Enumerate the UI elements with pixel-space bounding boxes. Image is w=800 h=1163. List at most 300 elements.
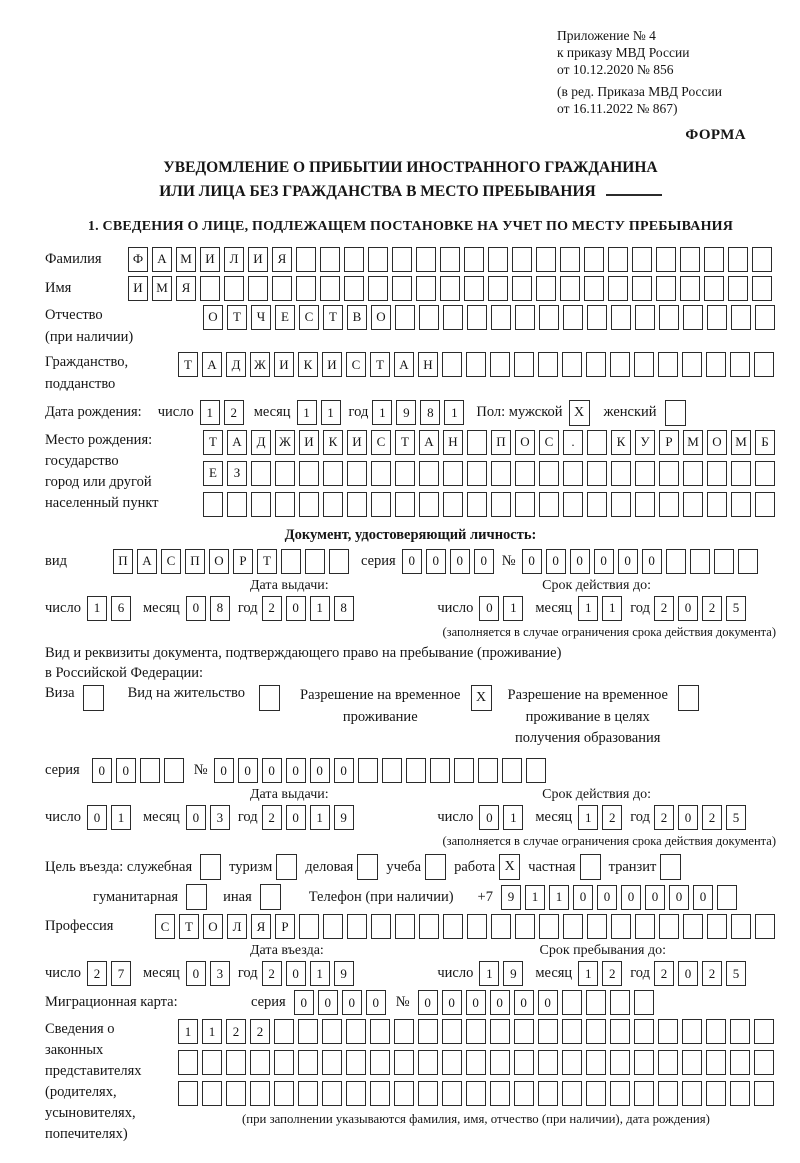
char-cell-empty[interactable] bbox=[587, 430, 607, 455]
char-cell-empty[interactable] bbox=[658, 1081, 678, 1106]
char-cell-filled[interactable]: 9 bbox=[396, 400, 416, 425]
char-cell-filled[interactable]: А bbox=[394, 352, 414, 377]
char-cell-filled[interactable]: 2 bbox=[250, 1019, 270, 1044]
char-cell-empty[interactable] bbox=[706, 1050, 726, 1075]
char-cell-filled[interactable]: 1 bbox=[178, 1019, 198, 1044]
char-cell-empty[interactable] bbox=[467, 305, 487, 330]
char-cell-empty[interactable] bbox=[454, 758, 474, 783]
char-cell-empty[interactable] bbox=[755, 492, 775, 517]
char-cell-empty[interactable] bbox=[281, 549, 301, 574]
char-cell-empty[interactable] bbox=[728, 276, 748, 301]
char-cell-filled[interactable]: 8 bbox=[420, 400, 440, 425]
char-cell-filled[interactable]: И bbox=[200, 247, 220, 272]
char-cell-empty[interactable] bbox=[515, 461, 535, 486]
char-cell-empty[interactable] bbox=[416, 247, 436, 272]
char-cell-empty[interactable] bbox=[296, 276, 316, 301]
char-cell-filled[interactable]: 0 bbox=[678, 596, 698, 621]
char-cell-empty[interactable] bbox=[731, 492, 751, 517]
char-cell-empty[interactable] bbox=[418, 1050, 438, 1075]
char-cell-filled[interactable]: 1 bbox=[297, 400, 317, 425]
char-cell-filled[interactable]: 2 bbox=[602, 805, 622, 830]
char-cell-empty[interactable] bbox=[164, 758, 184, 783]
char-cell-empty[interactable] bbox=[514, 352, 534, 377]
char-cell-filled[interactable]: 2 bbox=[602, 961, 622, 986]
char-cell-filled[interactable]: 1 bbox=[503, 596, 523, 621]
char-cell-filled[interactable]: П bbox=[185, 549, 205, 574]
char-cell-filled[interactable]: 0 bbox=[597, 885, 617, 910]
char-cell-filled[interactable]: П bbox=[491, 430, 511, 455]
char-cell-empty[interactable] bbox=[538, 1019, 558, 1044]
char-cell-empty[interactable] bbox=[706, 352, 726, 377]
char-cell-filled[interactable]: Е bbox=[275, 305, 295, 330]
char-cell-empty[interactable] bbox=[274, 1050, 294, 1075]
char-cell-filled[interactable]: 0 bbox=[262, 758, 282, 783]
char-cell-filled[interactable]: 0 bbox=[310, 758, 330, 783]
char-cell-empty[interactable] bbox=[587, 492, 607, 517]
char-cell-empty[interactable] bbox=[731, 914, 751, 939]
char-cell-filled[interactable]: 1 bbox=[444, 400, 464, 425]
char-cell-filled[interactable]: Д bbox=[226, 352, 246, 377]
char-cell-empty[interactable] bbox=[395, 914, 415, 939]
char-cell-empty[interactable] bbox=[371, 914, 391, 939]
char-cell-filled[interactable]: С bbox=[155, 914, 175, 939]
char-cell-empty[interactable] bbox=[464, 247, 484, 272]
char-cell-empty[interactable] bbox=[752, 247, 772, 272]
char-cell-empty[interactable] bbox=[322, 1050, 342, 1075]
char-cell-filled[interactable]: Т bbox=[178, 352, 198, 377]
char-cell-empty[interactable] bbox=[682, 1081, 702, 1106]
char-cell-filled[interactable]: А bbox=[152, 247, 172, 272]
char-cell-empty[interactable] bbox=[347, 914, 367, 939]
char-cell-empty[interactable] bbox=[515, 492, 535, 517]
char-cell-empty[interactable] bbox=[430, 758, 450, 783]
char-cell-filled[interactable]: И bbox=[322, 352, 342, 377]
char-cell-empty[interactable] bbox=[443, 461, 463, 486]
char-cell-filled[interactable]: 0 bbox=[678, 805, 698, 830]
char-cell-empty[interactable] bbox=[634, 1050, 654, 1075]
char-cell-filled[interactable]: 1 bbox=[549, 885, 569, 910]
char-cell-empty[interactable] bbox=[562, 990, 582, 1015]
char-cell-empty[interactable] bbox=[368, 247, 388, 272]
char-cell-filled[interactable]: А bbox=[202, 352, 222, 377]
char-cell-empty[interactable] bbox=[419, 461, 439, 486]
char-cell-empty[interactable] bbox=[563, 461, 583, 486]
char-cell-empty[interactable] bbox=[755, 461, 775, 486]
char-cell-filled[interactable]: О bbox=[515, 430, 535, 455]
char-cell-empty[interactable] bbox=[562, 352, 582, 377]
char-cell-filled[interactable]: Т bbox=[395, 430, 415, 455]
char-cell-empty[interactable] bbox=[466, 1019, 486, 1044]
char-cell-filled[interactable]: И bbox=[248, 247, 268, 272]
purpose-transit-checkbox[interactable] bbox=[660, 854, 681, 880]
char-cell-empty[interactable] bbox=[442, 1019, 462, 1044]
char-cell-empty[interactable] bbox=[323, 461, 343, 486]
char-cell-empty[interactable] bbox=[586, 1081, 606, 1106]
char-cell-empty[interactable] bbox=[635, 461, 655, 486]
char-cell-empty[interactable] bbox=[539, 461, 559, 486]
char-cell-empty[interactable] bbox=[344, 247, 364, 272]
char-cell-empty[interactable] bbox=[704, 276, 724, 301]
char-cell-empty[interactable] bbox=[202, 1081, 222, 1106]
char-cell-empty[interactable] bbox=[610, 1050, 630, 1075]
char-cell-filled[interactable]: 0 bbox=[294, 990, 314, 1015]
char-cell-filled[interactable]: 1 bbox=[525, 885, 545, 910]
char-cell-filled[interactable]: 1 bbox=[602, 596, 622, 621]
char-cell-filled[interactable]: 1 bbox=[479, 961, 499, 986]
char-cell-empty[interactable] bbox=[443, 492, 463, 517]
char-cell-empty[interactable] bbox=[467, 461, 487, 486]
purpose-other-checkbox[interactable] bbox=[260, 884, 281, 910]
char-cell-filled[interactable]: Р bbox=[233, 549, 253, 574]
char-cell-filled[interactable]: 0 bbox=[342, 990, 362, 1015]
char-cell-empty[interactable] bbox=[738, 549, 758, 574]
char-cell-empty[interactable] bbox=[299, 492, 319, 517]
char-cell-filled[interactable]: 0 bbox=[645, 885, 665, 910]
char-cell-filled[interactable]: А bbox=[227, 430, 247, 455]
char-cell-filled[interactable]: 0 bbox=[490, 990, 510, 1015]
char-cell-filled[interactable]: 0 bbox=[573, 885, 593, 910]
temp-permit-checkbox[interactable]: X bbox=[471, 685, 492, 711]
char-cell-filled[interactable]: Л bbox=[224, 247, 244, 272]
char-cell-filled[interactable]: О bbox=[209, 549, 229, 574]
char-cell-filled[interactable]: 1 bbox=[321, 400, 341, 425]
char-cell-filled[interactable]: К bbox=[611, 430, 631, 455]
char-cell-filled[interactable]: Р bbox=[275, 914, 295, 939]
char-cell-empty[interactable] bbox=[395, 305, 415, 330]
char-cell-empty[interactable] bbox=[690, 549, 710, 574]
char-cell-empty[interactable] bbox=[611, 305, 631, 330]
char-cell-filled[interactable]: С bbox=[346, 352, 366, 377]
char-cell-filled[interactable]: 0 bbox=[466, 990, 486, 1015]
char-cell-empty[interactable] bbox=[200, 276, 220, 301]
char-cell-filled[interactable]: 0 bbox=[286, 805, 306, 830]
char-cell-empty[interactable] bbox=[704, 247, 724, 272]
char-cell-filled[interactable]: 1 bbox=[111, 805, 131, 830]
char-cell-empty[interactable] bbox=[305, 549, 325, 574]
char-cell-empty[interactable] bbox=[370, 1050, 390, 1075]
char-cell-filled[interactable]: 2 bbox=[702, 805, 722, 830]
char-cell-empty[interactable] bbox=[140, 758, 160, 783]
char-cell-empty[interactable] bbox=[563, 492, 583, 517]
purpose-business-checkbox[interactable] bbox=[357, 854, 378, 880]
char-cell-empty[interactable] bbox=[632, 276, 652, 301]
char-cell-filled[interactable]: 1 bbox=[87, 596, 107, 621]
char-cell-empty[interactable] bbox=[296, 247, 316, 272]
char-cell-empty[interactable] bbox=[752, 276, 772, 301]
char-cell-filled[interactable]: Р bbox=[659, 430, 679, 455]
char-cell-filled[interactable]: Б bbox=[755, 430, 775, 455]
purpose-private-checkbox[interactable] bbox=[580, 854, 601, 880]
char-cell-filled[interactable]: 0 bbox=[594, 549, 614, 574]
char-cell-empty[interactable] bbox=[562, 1019, 582, 1044]
char-cell-empty[interactable] bbox=[659, 492, 679, 517]
male-checkbox[interactable]: X bbox=[569, 400, 590, 426]
char-cell-filled[interactable]: 0 bbox=[92, 758, 112, 783]
char-cell-filled[interactable]: 1 bbox=[578, 805, 598, 830]
char-cell-filled[interactable]: 7 bbox=[111, 961, 131, 986]
char-cell-filled[interactable]: 0 bbox=[116, 758, 136, 783]
char-cell-empty[interactable] bbox=[490, 1019, 510, 1044]
char-cell-empty[interactable] bbox=[320, 247, 340, 272]
char-cell-empty[interactable] bbox=[490, 1081, 510, 1106]
char-cell-empty[interactable] bbox=[323, 914, 343, 939]
char-cell-empty[interactable] bbox=[536, 247, 556, 272]
char-cell-empty[interactable] bbox=[682, 1019, 702, 1044]
char-cell-empty[interactable] bbox=[515, 914, 535, 939]
char-cell-empty[interactable] bbox=[371, 461, 391, 486]
char-cell-empty[interactable] bbox=[731, 305, 751, 330]
char-cell-empty[interactable] bbox=[754, 1019, 774, 1044]
char-cell-filled[interactable]: Т bbox=[179, 914, 199, 939]
char-cell-empty[interactable] bbox=[634, 352, 654, 377]
char-cell-empty[interactable] bbox=[488, 247, 508, 272]
char-cell-filled[interactable]: 1 bbox=[310, 805, 330, 830]
char-cell-empty[interactable] bbox=[587, 305, 607, 330]
char-cell-empty[interactable] bbox=[478, 758, 498, 783]
char-cell-empty[interactable] bbox=[395, 492, 415, 517]
char-cell-empty[interactable] bbox=[610, 1081, 630, 1106]
char-cell-filled[interactable]: 1 bbox=[578, 961, 598, 986]
char-cell-filled[interactable]: Н bbox=[418, 352, 438, 377]
char-cell-filled[interactable]: 6 bbox=[111, 596, 131, 621]
char-cell-empty[interactable] bbox=[587, 461, 607, 486]
char-cell-filled[interactable]: 0 bbox=[87, 805, 107, 830]
char-cell-filled[interactable]: 2 bbox=[654, 961, 674, 986]
char-cell-empty[interactable] bbox=[560, 276, 580, 301]
char-cell-filled[interactable]: 3 bbox=[210, 961, 230, 986]
char-cell-empty[interactable] bbox=[659, 305, 679, 330]
char-cell-empty[interactable] bbox=[587, 914, 607, 939]
char-cell-filled[interactable]: 0 bbox=[479, 805, 499, 830]
char-cell-filled[interactable]: 0 bbox=[522, 549, 542, 574]
char-cell-empty[interactable] bbox=[706, 1081, 726, 1106]
char-cell-empty[interactable] bbox=[368, 276, 388, 301]
char-cell-empty[interactable] bbox=[635, 305, 655, 330]
char-cell-filled[interactable]: 0 bbox=[426, 549, 446, 574]
char-cell-filled[interactable]: Н bbox=[443, 430, 463, 455]
char-cell-filled[interactable]: 5 bbox=[726, 961, 746, 986]
char-cell-empty[interactable] bbox=[608, 247, 628, 272]
char-cell-empty[interactable] bbox=[275, 492, 295, 517]
char-cell-filled[interactable]: 2 bbox=[87, 961, 107, 986]
residence-permit-checkbox[interactable] bbox=[259, 685, 280, 711]
char-cell-empty[interactable] bbox=[731, 461, 751, 486]
char-cell-empty[interactable] bbox=[680, 276, 700, 301]
char-cell-empty[interactable] bbox=[584, 276, 604, 301]
char-cell-filled[interactable]: И bbox=[274, 352, 294, 377]
char-cell-empty[interactable] bbox=[416, 276, 436, 301]
char-cell-empty[interactable] bbox=[512, 276, 532, 301]
char-cell-empty[interactable] bbox=[707, 305, 727, 330]
char-cell-empty[interactable] bbox=[502, 758, 522, 783]
char-cell-filled[interactable]: 3 bbox=[210, 805, 230, 830]
char-cell-filled[interactable]: К bbox=[298, 352, 318, 377]
char-cell-empty[interactable] bbox=[538, 1050, 558, 1075]
char-cell-empty[interactable] bbox=[418, 1081, 438, 1106]
char-cell-filled[interactable]: 2 bbox=[262, 805, 282, 830]
char-cell-empty[interactable] bbox=[382, 758, 402, 783]
char-cell-empty[interactable] bbox=[563, 914, 583, 939]
char-cell-empty[interactable] bbox=[467, 430, 487, 455]
char-cell-empty[interactable] bbox=[514, 1050, 534, 1075]
char-cell-empty[interactable] bbox=[320, 276, 340, 301]
char-cell-filled[interactable]: 9 bbox=[501, 885, 521, 910]
char-cell-empty[interactable] bbox=[586, 352, 606, 377]
char-cell-empty[interactable] bbox=[707, 914, 727, 939]
char-cell-empty[interactable] bbox=[202, 1050, 222, 1075]
char-cell-filled[interactable]: 0 bbox=[238, 758, 258, 783]
char-cell-empty[interactable] bbox=[274, 1081, 294, 1106]
char-cell-filled[interactable]: 1 bbox=[503, 805, 523, 830]
char-cell-empty[interactable] bbox=[538, 352, 558, 377]
char-cell-empty[interactable] bbox=[563, 305, 583, 330]
char-cell-empty[interactable] bbox=[466, 1050, 486, 1075]
char-cell-empty[interactable] bbox=[706, 1019, 726, 1044]
char-cell-empty[interactable] bbox=[755, 914, 775, 939]
char-cell-empty[interactable] bbox=[656, 247, 676, 272]
char-cell-filled[interactable]: 0 bbox=[546, 549, 566, 574]
char-cell-filled[interactable]: 0 bbox=[214, 758, 234, 783]
char-cell-filled[interactable]: Т bbox=[370, 352, 390, 377]
char-cell-empty[interactable] bbox=[419, 305, 439, 330]
visa-checkbox[interactable] bbox=[83, 685, 104, 711]
char-cell-empty[interactable] bbox=[224, 276, 244, 301]
char-cell-filled[interactable]: С bbox=[161, 549, 181, 574]
char-cell-filled[interactable]: Т bbox=[257, 549, 277, 574]
char-cell-empty[interactable] bbox=[754, 1050, 774, 1075]
char-cell-filled[interactable]: 8 bbox=[334, 596, 354, 621]
char-cell-filled[interactable]: 0 bbox=[570, 549, 590, 574]
char-cell-empty[interactable] bbox=[682, 1050, 702, 1075]
char-cell-empty[interactable] bbox=[658, 1050, 678, 1075]
char-cell-filled[interactable]: С bbox=[299, 305, 319, 330]
char-cell-empty[interactable] bbox=[586, 1019, 606, 1044]
char-cell-empty[interactable] bbox=[274, 1019, 294, 1044]
char-cell-filled[interactable]: 5 bbox=[726, 596, 746, 621]
char-cell-empty[interactable] bbox=[562, 1081, 582, 1106]
char-cell-empty[interactable] bbox=[755, 305, 775, 330]
char-cell-filled[interactable]: Т bbox=[323, 305, 343, 330]
char-cell-filled[interactable]: О bbox=[203, 305, 223, 330]
char-cell-filled[interactable]: 0 bbox=[366, 990, 386, 1015]
char-cell-empty[interactable] bbox=[659, 461, 679, 486]
char-cell-filled[interactable]: К bbox=[323, 430, 343, 455]
char-cell-empty[interactable] bbox=[683, 492, 703, 517]
char-cell-filled[interactable]: Я bbox=[272, 247, 292, 272]
purpose-humanitarian-checkbox[interactable] bbox=[186, 884, 207, 910]
char-cell-empty[interactable] bbox=[586, 1050, 606, 1075]
char-cell-empty[interactable] bbox=[442, 352, 462, 377]
char-cell-empty[interactable] bbox=[730, 352, 750, 377]
char-cell-filled[interactable]: 1 bbox=[372, 400, 392, 425]
char-cell-filled[interactable]: Т bbox=[227, 305, 247, 330]
char-cell-empty[interactable] bbox=[538, 1081, 558, 1106]
char-cell-empty[interactable] bbox=[634, 1019, 654, 1044]
char-cell-filled[interactable]: 0 bbox=[479, 596, 499, 621]
char-cell-empty[interactable] bbox=[562, 1050, 582, 1075]
char-cell-filled[interactable]: Ж bbox=[275, 430, 295, 455]
char-cell-empty[interactable] bbox=[226, 1050, 246, 1075]
char-cell-filled[interactable]: 0 bbox=[186, 805, 206, 830]
char-cell-filled[interactable]: 8 bbox=[210, 596, 230, 621]
char-cell-empty[interactable] bbox=[658, 1019, 678, 1044]
char-cell-filled[interactable]: Т bbox=[203, 430, 223, 455]
char-cell-filled[interactable]: 2 bbox=[654, 596, 674, 621]
char-cell-filled[interactable]: . bbox=[563, 430, 583, 455]
char-cell-empty[interactable] bbox=[683, 305, 703, 330]
char-cell-empty[interactable] bbox=[634, 1081, 654, 1106]
char-cell-empty[interactable] bbox=[442, 1081, 462, 1106]
char-cell-filled[interactable]: 2 bbox=[702, 596, 722, 621]
char-cell-empty[interactable] bbox=[512, 247, 532, 272]
char-cell-filled[interactable]: 0 bbox=[450, 549, 470, 574]
char-cell-empty[interactable] bbox=[526, 758, 546, 783]
char-cell-empty[interactable] bbox=[635, 492, 655, 517]
char-cell-empty[interactable] bbox=[714, 549, 734, 574]
char-cell-empty[interactable] bbox=[514, 1081, 534, 1106]
char-cell-empty[interactable] bbox=[272, 276, 292, 301]
char-cell-filled[interactable]: 0 bbox=[334, 758, 354, 783]
char-cell-filled[interactable]: 0 bbox=[669, 885, 689, 910]
char-cell-empty[interactable] bbox=[707, 492, 727, 517]
char-cell-empty[interactable] bbox=[203, 492, 223, 517]
char-cell-empty[interactable] bbox=[322, 1019, 342, 1044]
char-cell-empty[interactable] bbox=[251, 492, 271, 517]
char-cell-empty[interactable] bbox=[371, 492, 391, 517]
char-cell-empty[interactable] bbox=[250, 1081, 270, 1106]
char-cell-filled[interactable]: М bbox=[176, 247, 196, 272]
char-cell-empty[interactable] bbox=[299, 461, 319, 486]
char-cell-filled[interactable]: 1 bbox=[578, 596, 598, 621]
char-cell-filled[interactable]: 0 bbox=[442, 990, 462, 1015]
char-cell-empty[interactable] bbox=[419, 914, 439, 939]
char-cell-filled[interactable]: 0 bbox=[621, 885, 641, 910]
char-cell-empty[interactable] bbox=[323, 492, 343, 517]
char-cell-empty[interactable] bbox=[658, 352, 678, 377]
char-cell-filled[interactable]: 0 bbox=[418, 990, 438, 1015]
char-cell-filled[interactable]: 0 bbox=[186, 961, 206, 986]
char-cell-filled[interactable]: 2 bbox=[262, 961, 282, 986]
char-cell-empty[interactable] bbox=[754, 1081, 774, 1106]
char-cell-empty[interactable] bbox=[632, 247, 652, 272]
char-cell-filled[interactable]: 0 bbox=[642, 549, 662, 574]
char-cell-empty[interactable] bbox=[298, 1019, 318, 1044]
char-cell-empty[interactable] bbox=[491, 461, 511, 486]
char-cell-empty[interactable] bbox=[584, 247, 604, 272]
char-cell-empty[interactable] bbox=[419, 492, 439, 517]
char-cell-filled[interactable]: И bbox=[299, 430, 319, 455]
char-cell-empty[interactable] bbox=[250, 1050, 270, 1075]
char-cell-filled[interactable]: В bbox=[347, 305, 367, 330]
char-cell-filled[interactable]: П bbox=[113, 549, 133, 574]
char-cell-empty[interactable] bbox=[466, 352, 486, 377]
char-cell-empty[interactable] bbox=[347, 492, 367, 517]
char-cell-empty[interactable] bbox=[611, 914, 631, 939]
char-cell-empty[interactable] bbox=[467, 914, 487, 939]
char-cell-empty[interactable] bbox=[488, 276, 508, 301]
char-cell-filled[interactable]: 2 bbox=[224, 400, 244, 425]
purpose-work-checkbox[interactable]: X bbox=[499, 854, 520, 880]
char-cell-empty[interactable] bbox=[536, 276, 556, 301]
char-cell-empty[interactable] bbox=[610, 352, 630, 377]
char-cell-filled[interactable]: С bbox=[371, 430, 391, 455]
char-cell-empty[interactable] bbox=[346, 1019, 366, 1044]
char-cell-filled[interactable]: Я bbox=[176, 276, 196, 301]
char-cell-filled[interactable]: 9 bbox=[503, 961, 523, 986]
char-cell-filled[interactable]: Д bbox=[251, 430, 271, 455]
char-cell-empty[interactable] bbox=[358, 758, 378, 783]
char-cell-empty[interactable] bbox=[298, 1081, 318, 1106]
